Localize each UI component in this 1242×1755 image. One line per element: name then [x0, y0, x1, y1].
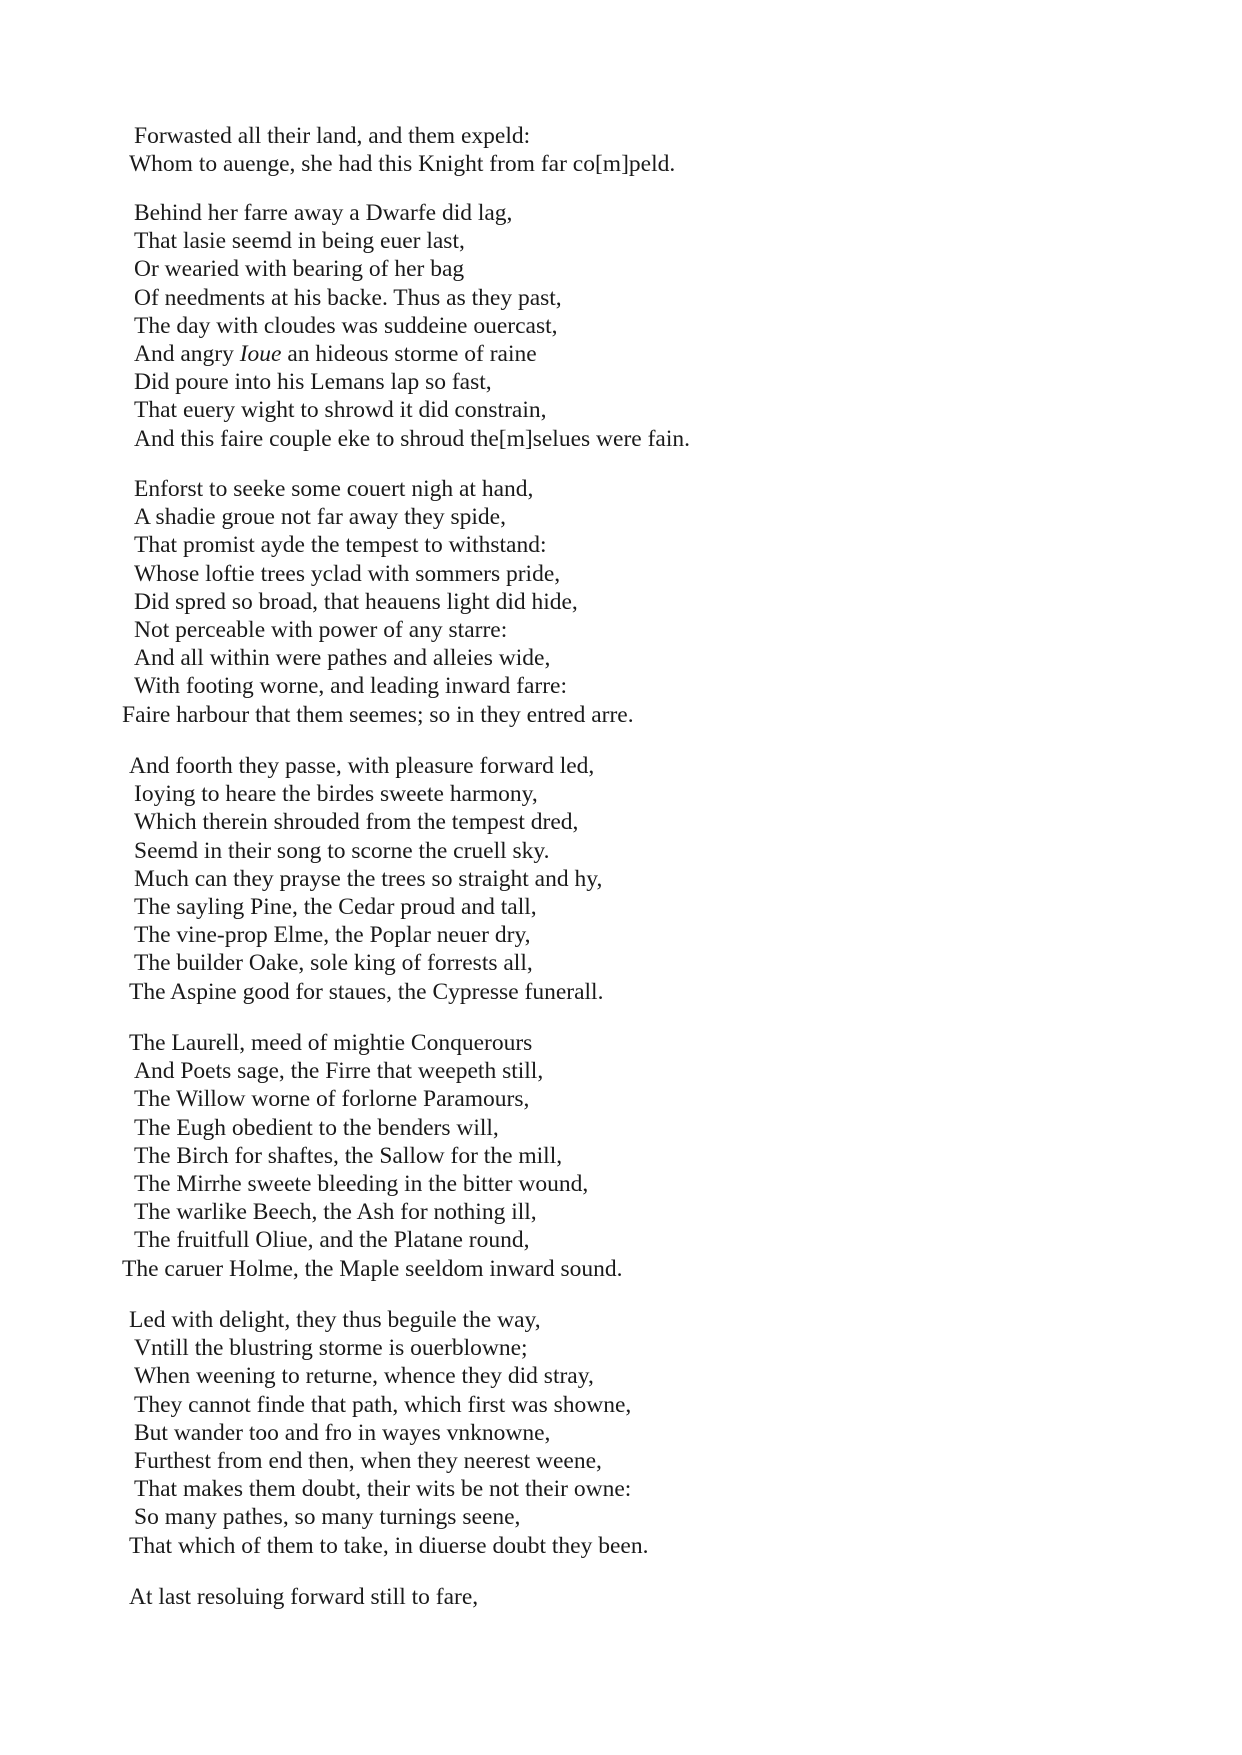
poem-line: Which therein shrouded from the tempest dred,	[134, 809, 579, 836]
poem-line: The Birch for shaftes, the Sallow for the mill,	[134, 1142, 563, 1169]
poem-line: Did poure into his Lemans lap so fast,	[134, 369, 492, 396]
line-text: And angry	[134, 341, 240, 367]
poem-line: With footing worne, and leading inward farre:	[134, 673, 568, 700]
line-text: an hideous storme of raine	[281, 341, 537, 367]
poem-line: Led with delight, they thus beguile the way,	[129, 1307, 541, 1333]
poem-line: That makes them doubt, their wits be not their owne:	[134, 1476, 632, 1503]
poem-line: Furthest from end then, when they neerest weene,	[134, 1448, 602, 1474]
poem-line: The day with cloudes was suddeine ouercast,	[134, 312, 558, 339]
poem-line: A shadie groue not far away they spide,	[134, 504, 506, 531]
poem-line	[134, 340, 537, 368]
poem-line: Ioying to heare the birdes sweete harmony,	[134, 781, 538, 808]
poem-line: Faire harbour that them seemes; so in they entred arre.	[122, 701, 634, 728]
poem-line: The builder Oake, sole king of forrests all,	[134, 950, 533, 977]
poem-line: The Mirrhe sweete bleeding in the bitter wound,	[134, 1171, 589, 1197]
poem-line: Whom to auenge, she had this Knight from far co[m]peld.	[129, 151, 676, 178]
poem-line: Of needments at his backe. Thus as they past,	[134, 284, 562, 311]
poem-line: But wander too and fro in wayes vnknowne,	[134, 1419, 551, 1446]
poem-line: That which of them to take, in diuerse doubt they been.	[129, 1532, 649, 1559]
poem-line: And foorth they passe, with pleasure forward led,	[129, 753, 595, 779]
italic-word: Ioue	[239, 341, 282, 367]
poem-line: The vine-prop Elme, the Poplar neuer dry,	[134, 922, 531, 949]
poem-line: That promist ayde the tempest to withstand:	[134, 532, 547, 559]
poem-line: The caruer Holme, the Maple seeldom inward sound.	[122, 1255, 623, 1282]
poem-line: When weening to returne, whence they did stray,	[134, 1363, 594, 1390]
poem-line: So many pathes, so many turnings seene,	[134, 1504, 521, 1531]
poem-line: The Eugh obedient to the benders will,	[134, 1114, 499, 1141]
poem-line: And this faire couple eke to shroud the[m]selues were fain.	[134, 425, 690, 452]
poem-line: The Laurell, meed of mightie Conquerours	[129, 1030, 533, 1056]
poem-line: At last resoluing forward still to fare,	[129, 1584, 479, 1610]
poem-line: They cannot finde that path, which first was showne,	[134, 1391, 632, 1418]
poem-line: The Willow worne of forlorne Paramours,	[134, 1086, 530, 1113]
poem-line: Forwasted all their land, and them expeld:	[134, 123, 531, 149]
poem-line: The fruitfull Oliue, and the Platane round,	[134, 1227, 530, 1254]
poem-line: Not perceable with power of any starre:	[134, 617, 508, 643]
poem-line: Vntill the blustring storme is ouerblowne;	[134, 1335, 528, 1362]
poem-line: The Aspine good for staues, the Cypresse funerall.	[129, 978, 604, 1005]
poem-line: The warlike Beech, the Ash for nothing ill,	[134, 1199, 537, 1226]
poem-line: And all within were pathes and alleies wide,	[134, 645, 551, 672]
poem-line: The sayling Pine, the Cedar proud and tall,	[134, 894, 537, 920]
poem-line: That euery wight to shrowd it did constrain,	[134, 397, 547, 424]
poem-line: Much can they prayse the trees so straight and hy,	[134, 865, 603, 892]
poem-line: Enforst to seeke some couert nigh at hand,	[134, 476, 534, 502]
poem-line: That lasie seemd in being euer last,	[134, 228, 465, 255]
poem-line: Behind her farre away a Dwarfe did lag,	[134, 200, 513, 226]
poem-line: Whose loftie trees yclad with sommers pride,	[134, 560, 561, 587]
poem-line: And Poets sage, the Firre that weepeth still,	[134, 1058, 544, 1085]
poem-line: Or wearied with bearing of her bag	[134, 256, 465, 283]
poem-line: Did spred so broad, that heauens light did hide,	[134, 588, 578, 615]
poem-line: Seemd in their song to scorne the cruell sky.	[134, 837, 550, 864]
